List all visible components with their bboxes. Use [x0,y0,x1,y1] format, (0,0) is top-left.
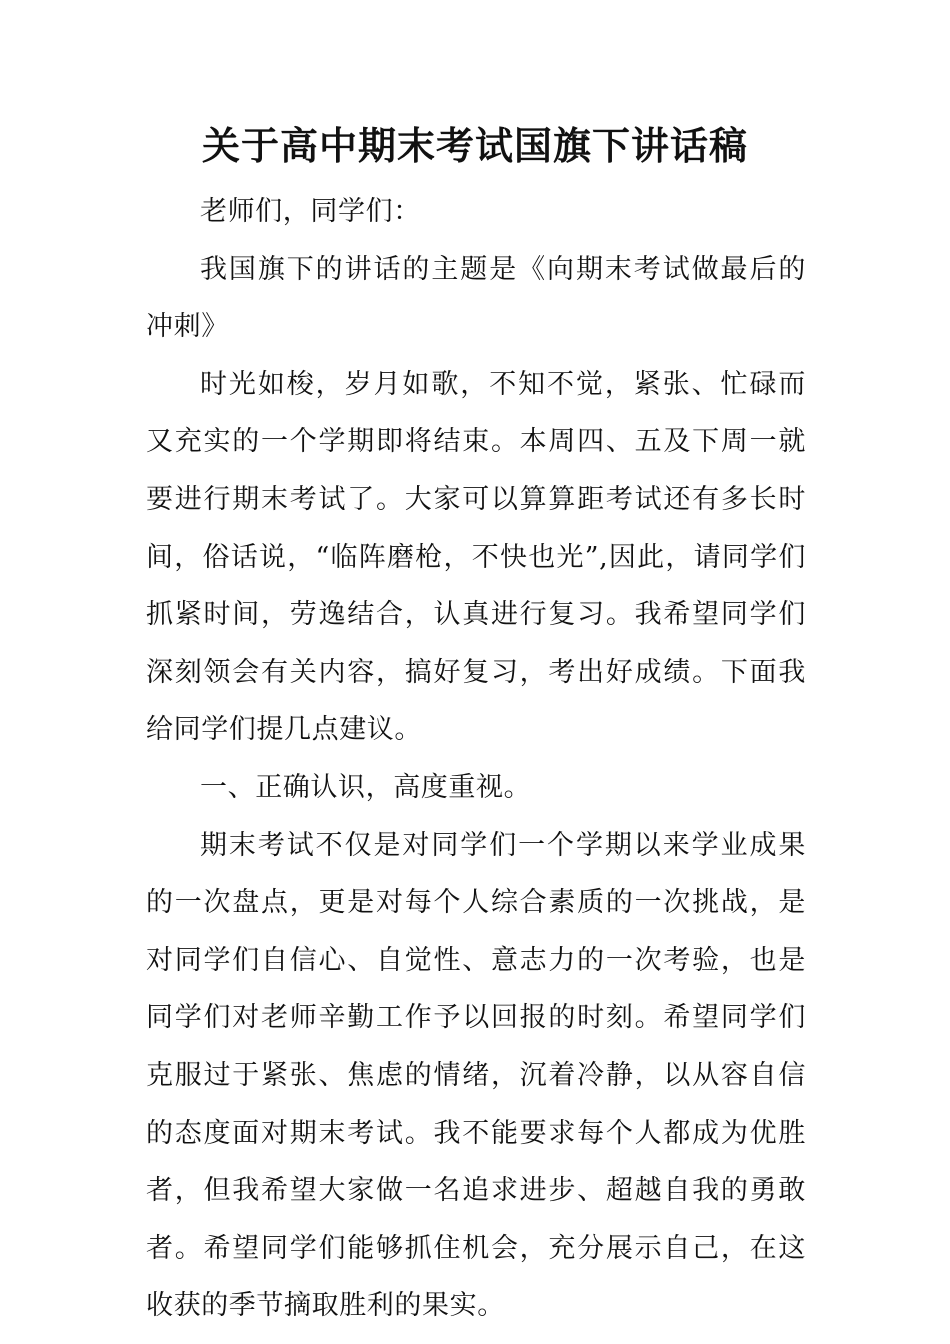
intro-paragraph: 时光如梭，岁月如歌，不知不觉，紧张、忙碌而又充实的一个学期即将结束。本周四、五及下周一就要进行期末考试了。大家可以算算距考试还有多长时间，俗话说，“临阵磨枪，不快也光”,因此，请同学们抓紧时间，劳逸结合，认真进行复习。我希望同学们深刻领会有关内容，搞好复习，考出好成绩。下面我给同学们提几点建议。 [146,368,806,746]
section-1-paragraph: 期末考试不仅是对同学们一个学期以来学业成果的一次盘点，更是对每个人综合素质的一次挑战，是对同学们自信心、自觉性、意志力的一次考验，也是同学们对老师辛勤工作予以回报的时刻。希望同学们克服过于紧张、焦虑的情绪，沉着冷静，以从容自信的态度面对期末考试。我不能要求每个人都成为优胜者，但我希望大家做一名追求进步、超越自我的勇敢者。希望同学们能够抓住机会，充分展示自己，在这收获的季节摘取胜利的果实。 [146,829,806,1322]
section-heading-1: 一、正确认识，高度重视。 [200,771,532,803]
salutation-paragraph: 老师们，同学们： [200,196,421,227]
topic-paragraph: 我国旗下的讲话的主题是《向期末考试做最后的冲刺》 [146,253,806,343]
document-body [146,183,806,1335]
document-title: 关于高中期末考试国旗下讲话稿 [201,124,748,168]
